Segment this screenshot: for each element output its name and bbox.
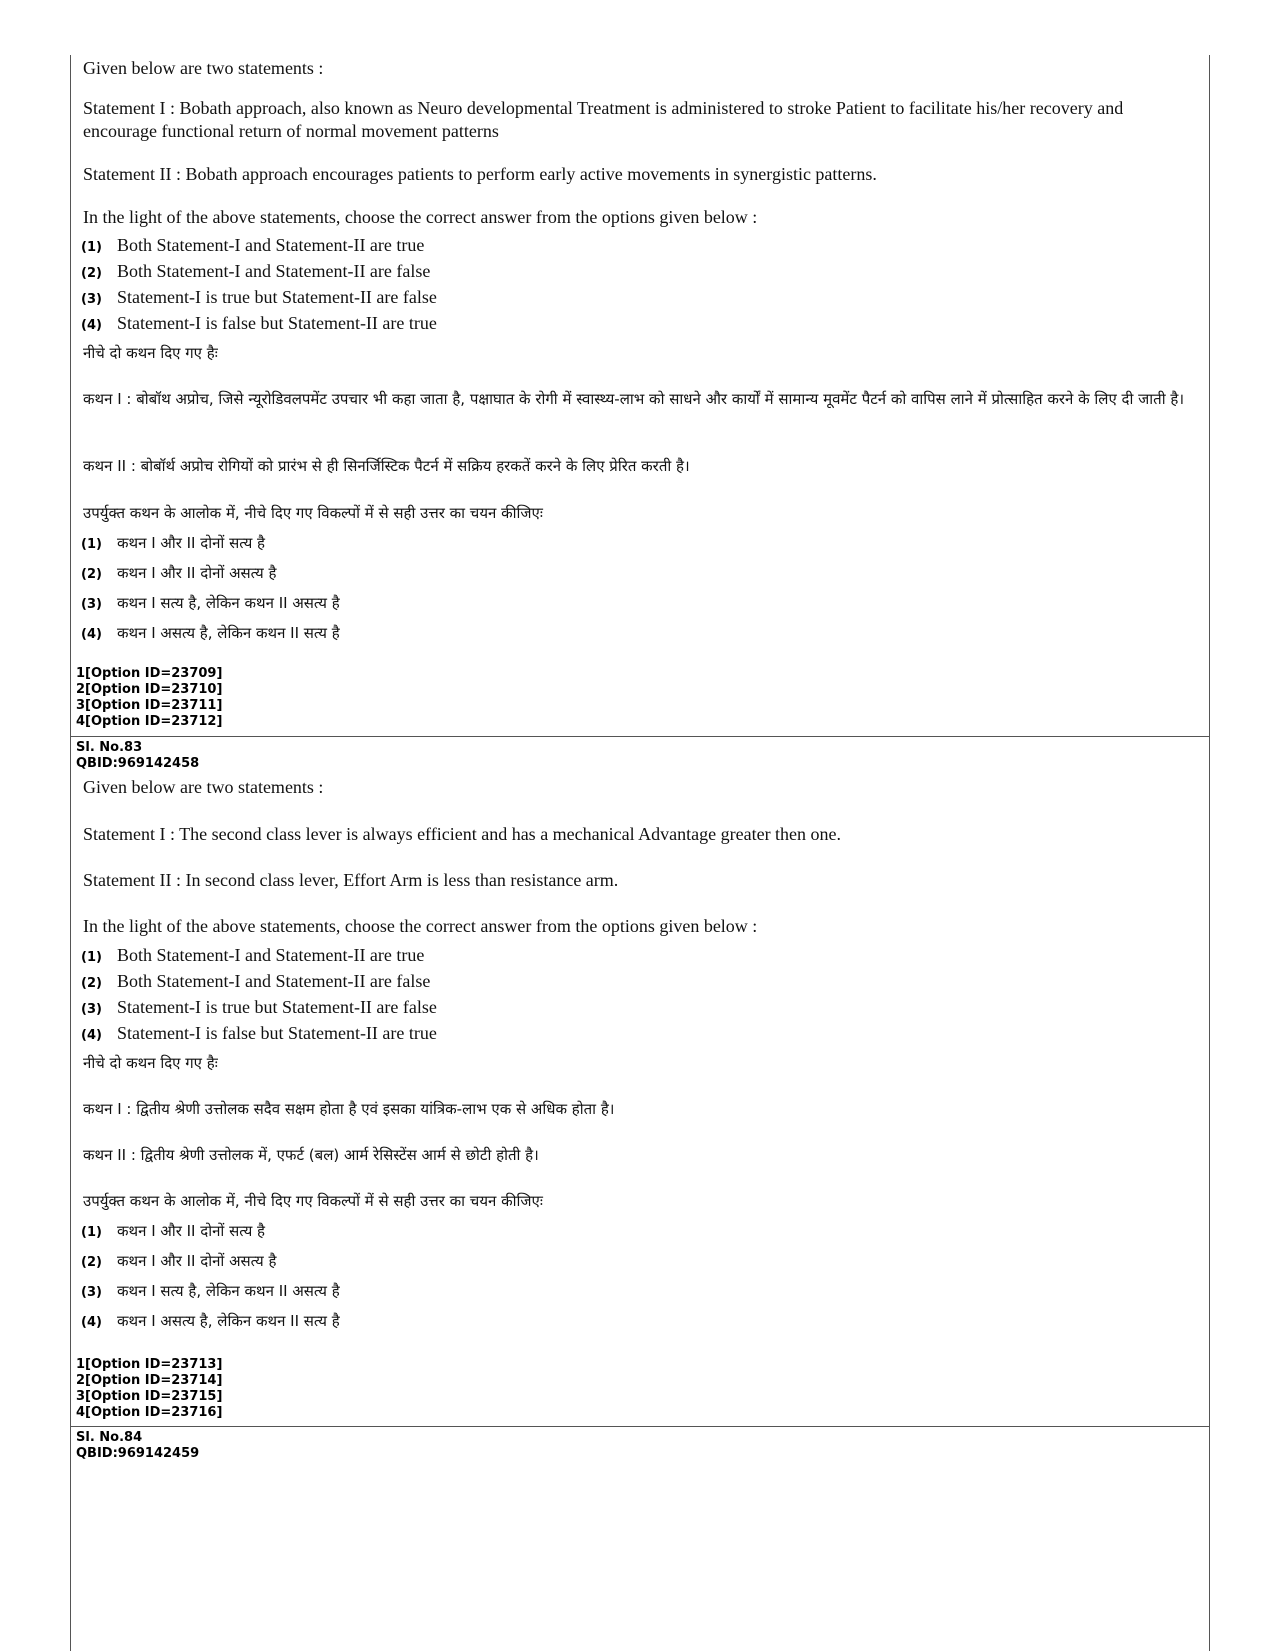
q84-serial-number: Sl. No.84 — [76, 1430, 143, 1445]
q83-header — [76, 740, 199, 772]
q83-hi-option-1: (1) कथन I और II दोनों सत्य है — [81, 1222, 266, 1240]
question-page — [70, 55, 1210, 1651]
q83-hi-option-2: (2) कथन I और II दोनों असत्य है — [81, 1252, 277, 1270]
q83-option-ids — [76, 1357, 222, 1421]
q82-hi-statement-1: कथन I : बोबॉथ अप्रोच, जिसे न्यूरोडिवलपमेंट उपचार भी कहा जाता है, पक्षाघात के रोगी में स्वास्थ्य-लाभ को साधने और कार्यों में सामान्य मूवमेंट पैटर्न को वापिस लाने में प्रोत्साहित करने के लिए दी जाती है। — [83, 390, 1185, 408]
option-id: 4[Option ID=23712] — [76, 714, 223, 729]
q82-en-option-4: (4) Statement-I is false but Statement-II are true — [81, 313, 437, 333]
q83-en-option-1: (1) Both Statement-I and Statement-II are true — [81, 945, 425, 965]
q83-qbid: QBID:969142458 — [76, 756, 200, 771]
q83-en-statement-2: Statement II : In second class lever, Effort Arm is less than resistance arm. — [83, 870, 619, 890]
option-id: 4[Option ID=23716] — [76, 1405, 223, 1420]
option-id: 3[Option ID=23711] — [76, 698, 223, 713]
q82-hi-option-4: (4) कथन I असत्य है, लेकिन कथन II सत्य है — [81, 624, 340, 642]
q83-en-option-3: (3) Statement-I is true but Statement-II are false — [81, 997, 437, 1017]
q83-hi-option-4: (4) कथन I असत्य है, लेकिन कथन II सत्य है — [81, 1312, 340, 1330]
q83-serial-number: Sl. No.83 — [76, 740, 143, 755]
option-id: 1[Option ID=23709] — [76, 666, 223, 681]
q83-en-intro: Given below are two statements : — [83, 777, 324, 797]
q82-en-statement-2: Statement II : Bobath approach encourages patients to perform early active movements in synergistic patterns. — [83, 164, 877, 184]
q82-hi-intro: नीचे दो कथन दिए गए हैः — [83, 344, 218, 362]
q82-option-ids — [76, 666, 222, 730]
option-id: 2[Option ID=23714] — [76, 1373, 223, 1388]
q83-hi-statement-2: कथन II : द्वितीय श्रेणी उत्तोलक में, एफर्ट (बल) आर्म रेसिस्टेंस आर्म से छोटी होती है। — [83, 1146, 539, 1164]
q83-en-option-4: (4) Statement-I is false but Statement-II are true — [81, 1023, 437, 1043]
q82-hi-option-2: (2) कथन I और II दोनों असत्य है — [81, 564, 277, 582]
q82-en-statement-1: Statement I : Bobath approach, also known as Neuro developmental Treatment is administered to stroke Patient to facilitate his/her recovery and encourage functional return of normal movement patterns — [83, 98, 1124, 141]
q83-hi-prompt: उपर्युक्त कथन के आलोक में, नीचे दिए गए विकल्पों में से सही उत्तर का चयन कीजिएः — [83, 1192, 543, 1210]
q82-en-option-1: (1) Both Statement-I and Statement-II are true — [81, 235, 425, 255]
q82-en-intro: Given below are two statements : — [83, 58, 324, 78]
option-id: 3[Option ID=23715] — [76, 1389, 223, 1404]
q83-hi-option-3: (3) कथन I सत्य है, लेकिन कथन II असत्य है — [81, 1282, 340, 1300]
question-divider — [71, 1426, 1209, 1427]
q82-hi-statement-2: कथन II : बोबॉर्थ अप्रोच रोगियों को प्रारंभ से ही सिनर्जिस्टिक पैटर्न में सक्रिय हरकतें करने के लिए प्रेरित करती है। — [83, 457, 690, 475]
q84-qbid: QBID:969142459 — [76, 1446, 200, 1461]
q82-en-prompt: In the light of the above statements, choose the correct answer from the options given below : — [83, 207, 758, 227]
q82-en-option-2: (2) Both Statement-I and Statement-II are false — [81, 261, 431, 281]
q83-en-statement-1: Statement I : The second class lever is always efficient and has a mechanical Advantage greater then one. — [83, 824, 842, 844]
q83-hi-intro: नीचे दो कथन दिए गए हैः — [83, 1054, 218, 1072]
q83-en-option-2: (2) Both Statement-I and Statement-II are false — [81, 971, 431, 991]
q84-header — [76, 1430, 199, 1462]
q83-en-prompt: In the light of the above statements, choose the correct answer from the options given below : — [83, 916, 758, 936]
q82-hi-prompt: उपर्युक्त कथन के आलोक में, नीचे दिए गए विकल्पों में से सही उत्तर का चयन कीजिएः — [83, 504, 543, 522]
q82-en-option-3: (3) Statement-I is true but Statement-II are false — [81, 287, 437, 307]
q83-hi-statement-1: कथन I : द्वितीय श्रेणी उत्तोलक सदैव सक्षम होता है एवं इसका यांत्रिक-लाभ एक से अधिक होता है। — [83, 1100, 615, 1118]
q82-hi-option-1: (1) कथन I और II दोनों सत्य है — [81, 534, 266, 552]
q82-hi-option-3: (3) कथन I सत्य है, लेकिन कथन II असत्य है — [81, 594, 340, 612]
option-id: 2[Option ID=23710] — [76, 682, 223, 697]
question-divider — [71, 736, 1209, 737]
option-id: 1[Option ID=23713] — [76, 1357, 223, 1372]
